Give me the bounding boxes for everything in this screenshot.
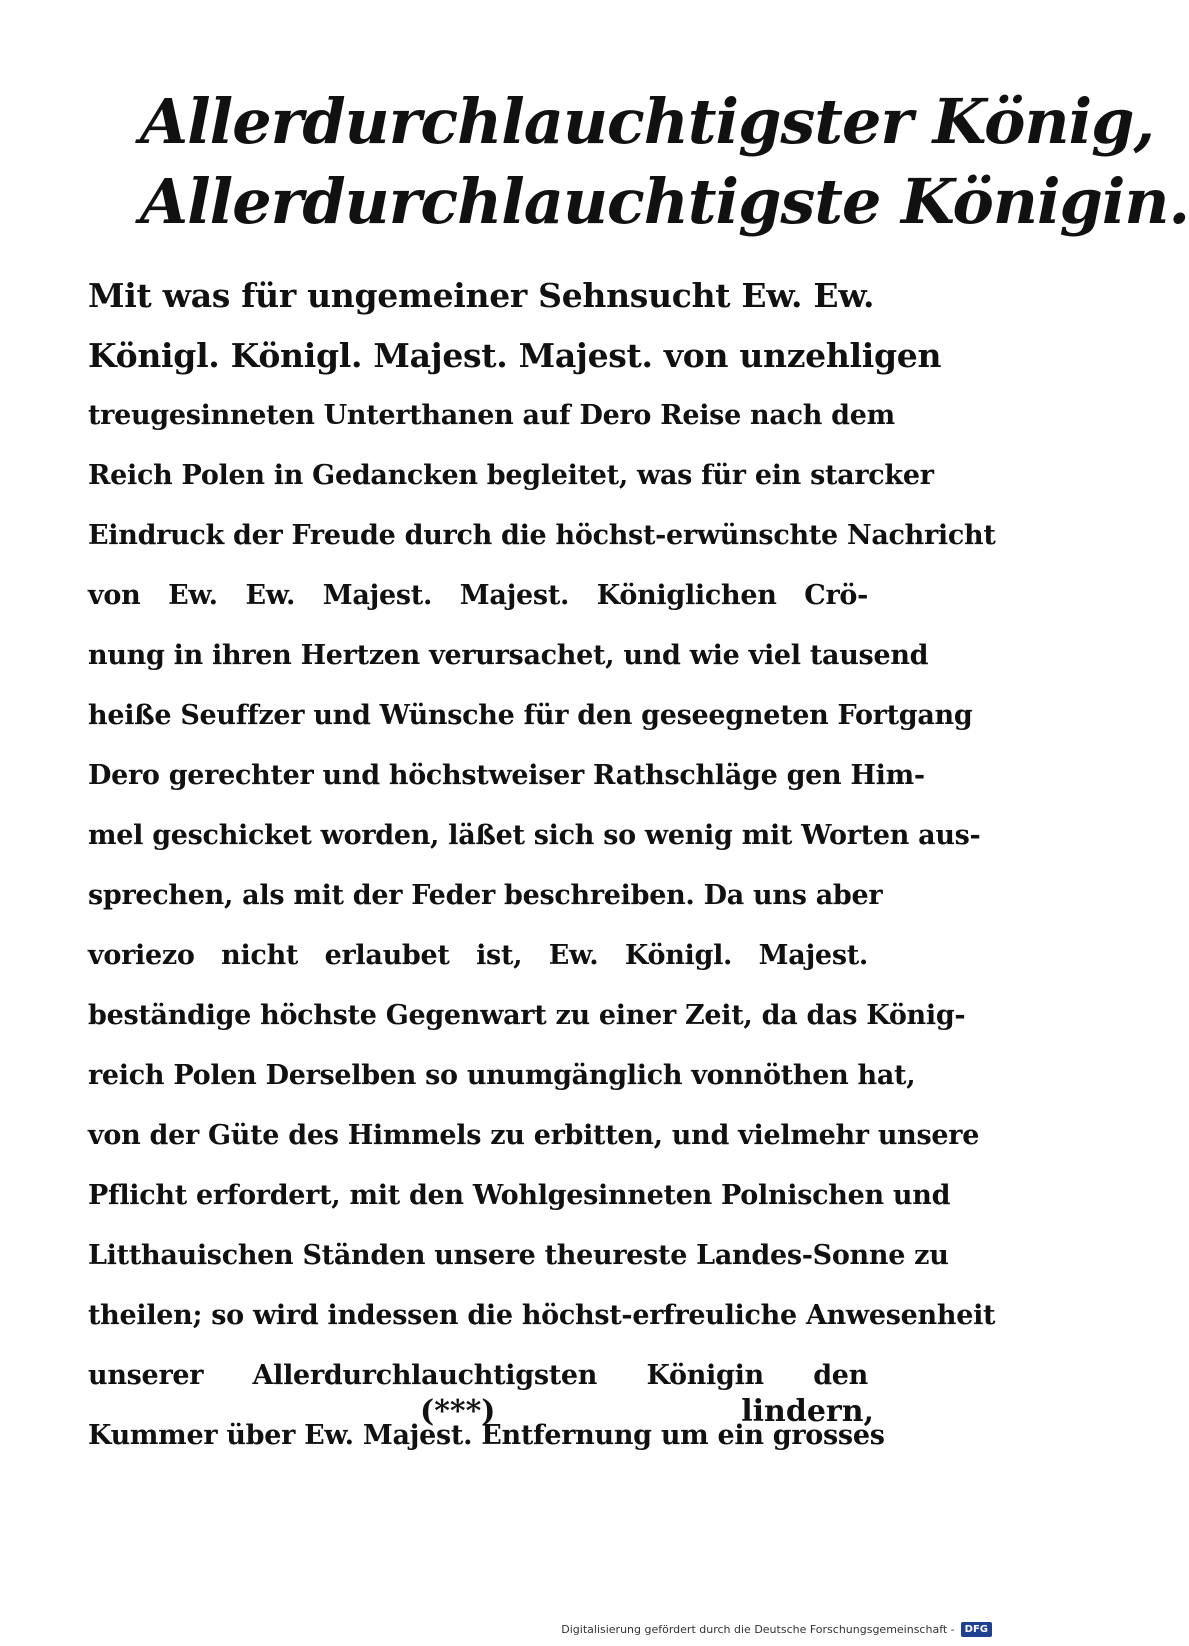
body-line: nung in ihren Hertzen verursachet, und wie viel tausend xyxy=(88,640,929,671)
body-line: Königl. Königl. Majest. Majest. von unzehligen xyxy=(88,336,942,375)
signature-mark: (***) xyxy=(420,1394,496,1429)
body-line: Kummer über Ew. Majest. Entfernung um ein grosses xyxy=(88,1420,885,1451)
body-line: heiße Seuffzer und Wünsche für den geseegneten Fortgang xyxy=(88,700,973,731)
body-line: Reich Polen in Gedancken begleitet, was für ein starcker xyxy=(88,460,934,491)
body-line: theilen; so wird indessen die höchst-erfreuliche Anwesenheit xyxy=(88,1300,996,1331)
body-line: Litthauischen Ständen unsere theureste Landes-Sonne zu xyxy=(88,1240,949,1271)
body-text xyxy=(88,266,996,1466)
body-line: Dero gerechter und höchstweiser Rathschläge gen Him- xyxy=(88,760,925,791)
digitization-footer xyxy=(561,1618,992,1640)
footer-text: Digitalisierung gefördert durch die Deutsche Forschungsgemeinschaft - xyxy=(561,1622,955,1636)
body-line: sprechen, als mit der Feder beschreiben. Da uns aber xyxy=(88,880,883,911)
body-line: treugesinneten Unterthanen auf Dero Reise nach dem xyxy=(88,400,895,431)
heading-line-1: Allerdurchlauchtigster König, xyxy=(140,85,1155,158)
body-line: Pflicht erfordert, mit den Wohlgesinneten Polnischen und xyxy=(88,1180,951,1211)
body-line: reich Polen Derselben so unumgänglich vonnöthen hat, xyxy=(88,1060,916,1091)
body-line: von der Güte des Himmels zu erbitten, und vielmehr unsere xyxy=(88,1120,980,1151)
body-line: beständige höchste Gegenwart zu einer Zeit, da das König- xyxy=(88,1000,966,1031)
body-line: von Ew. Ew. Majest. Majest. Königlichen Crö- xyxy=(88,580,868,611)
body-line: voriezo nicht erlaubet ist, Ew. Königl. Majest. xyxy=(88,940,868,971)
body-line: Mit was für ungemeiner Sehnsucht Ew. Ew. xyxy=(88,276,875,315)
body-line: unserer Allerdurchlauchtigsten Königin den xyxy=(88,1360,868,1391)
catchword: lindern, xyxy=(741,1394,874,1429)
dfg-logo: DFG xyxy=(961,1622,992,1637)
body-line: mel geschicket worden, läßet sich so wenig mit Worten aus- xyxy=(88,820,981,851)
heading-line-2: Allerdurchlauchtigste Königin. xyxy=(140,165,1189,238)
body-line: Eindruck der Freude durch die höchst-erwünschte Nachricht xyxy=(88,520,996,551)
